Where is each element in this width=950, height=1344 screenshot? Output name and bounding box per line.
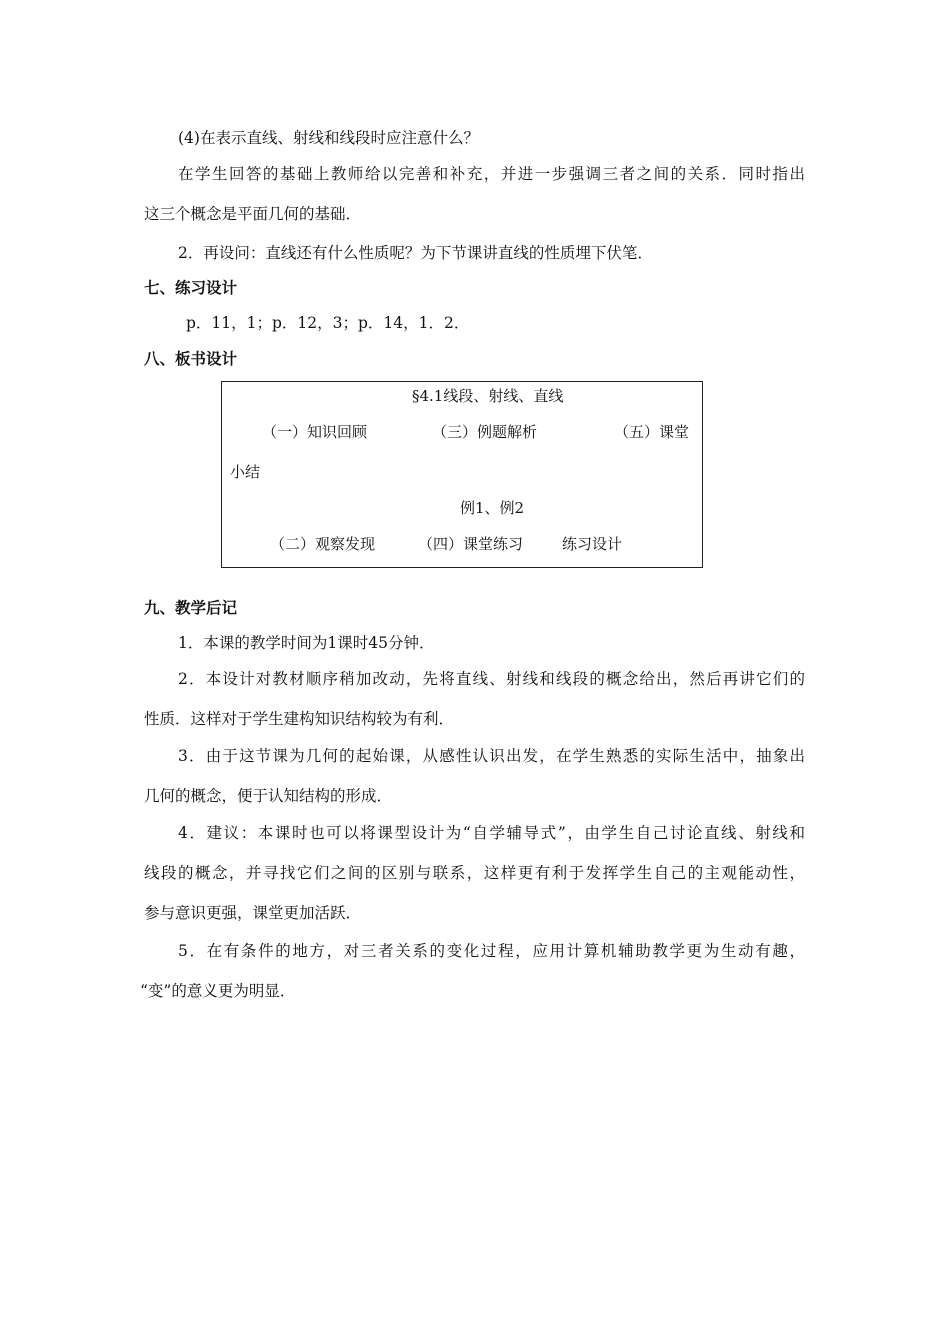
board-item: （四）课堂练习	[418, 535, 524, 553]
board-item: 练习设计	[562, 535, 623, 553]
board-item: （五）课堂	[614, 423, 690, 441]
board-item: （二）观察发现	[270, 535, 376, 553]
list-item-continuation: 参与意识更强，课堂更加活跃．	[144, 904, 362, 922]
paragraph-line: 在学生回答的基础上教师给以完善和补充，并进一步强调三者之间的关系．同时指出	[178, 165, 805, 183]
board-item: 小结	[230, 463, 261, 481]
board-examples: 例1、例2	[460, 499, 525, 517]
list-item: 3．由于这节课为几何的起始课，从感性认识出发，在学生熟悉的实际生活中，抽象出	[178, 747, 805, 765]
list-item: 4．建议：本课时也可以将课型设计为“自学辅导式”，由学生自己讨论直线、射线和	[178, 824, 805, 842]
list-item: 1．本课的教学时间为1课时45分钟．	[178, 634, 435, 652]
board-design-box	[221, 381, 703, 568]
board-title: §4.1线段、射线、直线	[412, 387, 564, 405]
list-item: 2．本设计对教材顺序稍加改动，先将直线、射线和线段的概念给出，然后再讲它们的	[178, 670, 805, 688]
section-heading-afterword: 九、教学后记	[144, 599, 238, 617]
board-item: （一）知识回顾	[262, 423, 368, 441]
section-heading-board: 八、板书设计	[144, 350, 238, 368]
list-item-continuation: “变”的意义更为明显．	[140, 982, 296, 1000]
paragraph-line: 这三个概念是平面几何的基础．	[144, 205, 362, 223]
question-4: (4)在表示直线、射线和线段时应注意什么？	[178, 129, 479, 147]
list-item-continuation: 几何的概念，便于认知结构的形成．	[144, 787, 393, 805]
list-item-continuation: 性质．这样对于学生建构知识结构较为有利．	[144, 710, 455, 728]
list-item: 5．在有条件的地方，对三者关系的变化过程，应用计算机辅助教学更为生动有趣，	[178, 942, 805, 960]
section-heading-practice: 七、练习设计	[144, 279, 238, 297]
practice-content: p．11，1；p．12，3；p．14，1．2．	[186, 314, 470, 332]
list-item-continuation: 线段的概念，并寻找它们之间的区别与联系，这样更有利于发挥学生自己的主观能动性，	[144, 864, 805, 882]
board-item: （三）例题解析	[432, 423, 538, 441]
list-item: 2．再设问：直线还有什么性质呢？为下节课讲直线的性质埋下伏笔．	[178, 244, 653, 262]
